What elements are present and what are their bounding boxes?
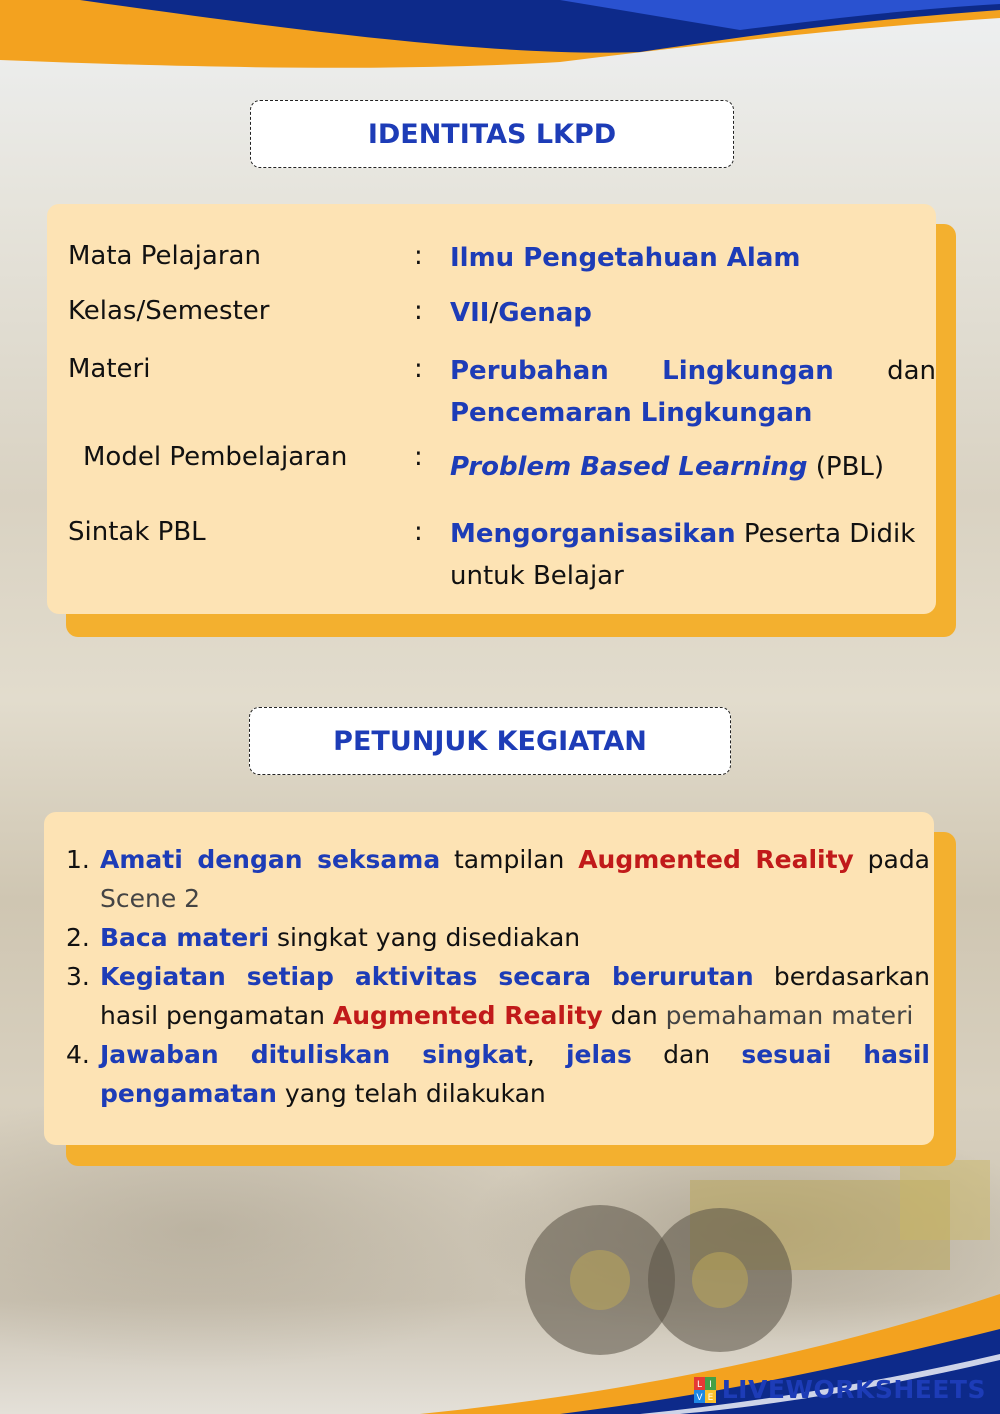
value-kelas: VII [450,298,490,328]
value-sintak-pbl [450,513,936,597]
item-text: tampilan [440,845,579,874]
label-materi: Materi [68,354,151,384]
colon: : [414,517,423,547]
petunjuk-list [66,840,930,1113]
label-model-pembelajaran: Model Pembelajaran [83,442,348,472]
item-text-bold: Amati dengan seksama [100,845,441,874]
item-text: singkat yang disediakan [269,923,581,952]
item-text-bold: jelas [565,1040,632,1069]
materi-word-3: dan [887,356,936,386]
petunjuk-header-text: PETUNJUK KEGIATAN [333,725,647,757]
value-kelas-semester [450,292,936,334]
value-materi-line1 [450,350,936,392]
label-mata-pelajaran: Mata Pelajaran [68,241,261,271]
item-text-highlight: Augmented Reality [332,1001,603,1030]
item-number: 2. [66,923,90,952]
materi-word-2: Lingkungan [662,356,834,386]
list-item [66,918,930,957]
slash: / [489,298,499,328]
materi-word-1: Perubahan [450,356,609,386]
list-item [66,840,930,918]
liveworksheets-brand-text: LIVEWORKSHEETS [721,1375,986,1404]
item-text: Scene 2 [100,884,201,913]
colon: : [414,296,423,326]
value-mata-pelajaran: Ilmu Pengetahuan Alam [450,243,801,273]
value-model-plain: (PBL) [807,452,885,482]
list-item [66,1035,930,1113]
value-sintak-bold: Mengorganisasikan [450,519,736,549]
item-text-bold: Kegiatan setiap aktivitas secara berurutan [100,962,754,991]
liveworksheets-logo-icon [694,1377,716,1403]
value-sintak-rest: Peserta Didik untuk Belajar [450,519,916,591]
identitas-header-text: IDENTITAS LKPD [367,118,617,150]
identitas-header [250,100,734,168]
value-model-italic: Problem Based Learning [450,452,808,482]
value-materi-line2: Pencemaran Lingkungan [450,398,813,428]
value-materi [450,350,936,434]
logo-letter: I [708,1379,712,1390]
item-text: dan [631,1040,742,1069]
colon: : [414,442,423,472]
item-text: , [526,1040,566,1069]
logo-letter: L [696,1379,702,1390]
colon: : [414,354,423,384]
item-text: dan [602,1001,666,1030]
item-text: pada [853,845,931,874]
item-number: 4. [66,1040,90,1069]
item-text: berdasarkan hasil pengamatan [100,962,930,1030]
logo-letter: V [696,1392,703,1403]
top-banner-decoration [0,0,1000,90]
item-text-bold: Baca materi [100,923,270,952]
item-text: yang telah dilakukan [276,1079,546,1108]
logo-letter: E [707,1392,714,1403]
petunjuk-header [249,707,731,775]
item-text: pemahaman materi [665,1001,914,1030]
value-model-pembelajaran [450,446,936,488]
item-text-highlight: Augmented Reality [578,845,854,874]
list-item [66,957,930,1035]
liveworksheets-brand [694,1375,986,1404]
item-number: 3. [66,962,90,991]
value-semester: Genap [498,298,592,328]
colon: : [414,241,423,271]
item-text-bold: sesuai hasil pengamatan [100,1040,930,1108]
label-kelas-semester: Kelas/Semester [68,296,270,326]
item-number: 1. [66,845,90,874]
item-text-bold: Jawaban dituliskan singkat [100,1040,527,1069]
label-sintak-pbl: Sintak PBL [68,517,206,547]
